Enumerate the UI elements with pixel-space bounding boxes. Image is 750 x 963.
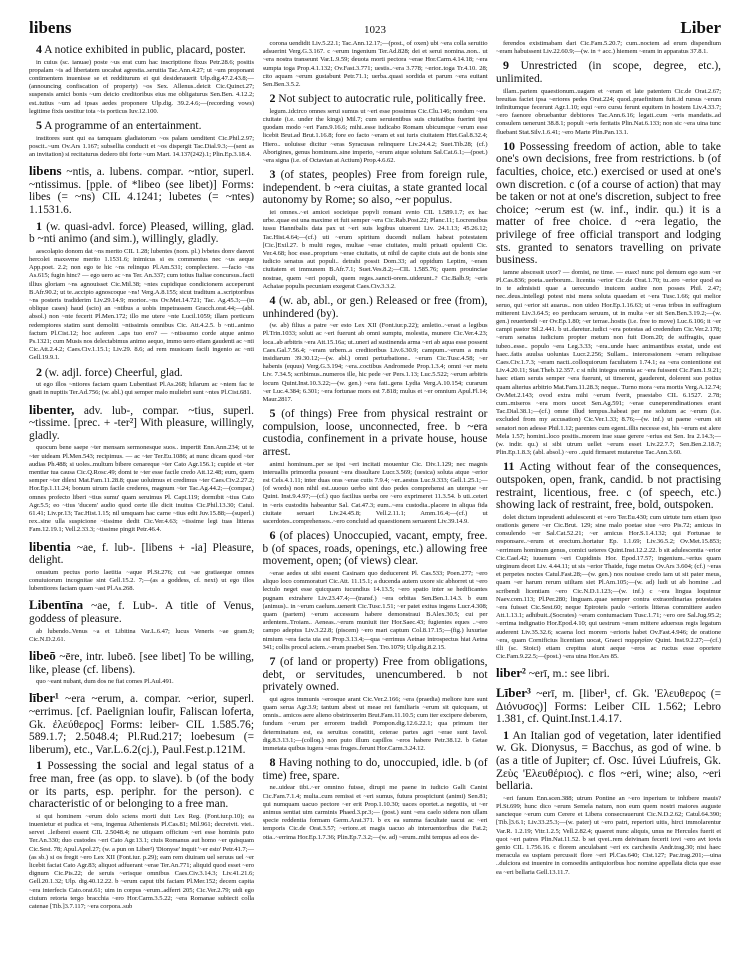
citation-block: ~eri fanum Enn.scen.388; utrum Pontine an ~ero inperium te inhibere mauis? Pl.St.699; hunc dico ~erum Semela natum, non eum quem nostri maiores auguste sancteque ~erum cum Cerere et Libera consecrauerunt Cic.N.D.2.62; Catul.64.390; [Tib.]3.6.1; Liv.33.25.3;—(w. pater) ut ~ero patri, repertori uitis, hirci immolarentur Var.R. 1.2.19; Vitr.1.2.5; Vell.2.82.4; quaeret nunc aliquis, unus ne Hercules fuerit et quot ~eri patres Plin.Nat.11.52. b sei qvei..rem deivinam fecerit iovi ~ero avt iovis genio CIL 1.756.16. c florem anculabant ~eri ex carchesiis Andr.trag.30; nisi haec meracula ea uspiam percussit flore ~eri Pl.Cas.640; Cist.127; Pac.trag.201;—uina ..dulciora est inuenire in comoediis antiquioribus hoc nomine appellata dicta que esse ea ~eri bellaria Gell.13.11.7. [496,794,721,876]
entry-text: adv. lub-, compar. ~tius, superl. ~tissime. [prec. + -ter²] With pleasure, willingly, gladly. [29,404,254,442]
sense-text: An Italian god of vegetation, later identified w. Gk. Dionysus, = Bacchus, as god of wine. b (as a title of Jupiter; cf. Osc. Iúvei Lúufreis, Gk. Ζεὺς 'Ελευθέριος). c flos ~eri, wine; also, ~eri bellaria. [496,729,721,793]
citation-block: (w. ab) filius a patre ~er esto Lex XII (Font.iur.p.22); amletio..~erast a legibus Pl.Trin.1033; soluti ac ~eri fuerunt ab omni sumptu, molestia, munere Cic.Ver.4.23; loca..ab arbitris ~era Att.15.16a; ut..uneri ad sustinenda arma ~eri ab aqua esse possent Caes.Gal.7.56.4; ~eram urbem..a creditoribus Liv.6.30.9; campum..~erum a metu insidiarum 39.30.12;—(w. abl.) omni perturbatione.. ~erum Cic.Tusc.4.58; ~er habenis (equus) Verg.G.3.194; ~era..coctibus Andromede Prop.1.3.4; omni ~er metu Liv. 7.34.5; scribimus..numeros ille, hic pede ~er Pers.1.13; Luc.5.522; ~erum arbitris locum Quint.Inst.10.3.22;—(w. gen.) ~era fati..gens Lydia Verg.A.10.154; curarum ~er Luc.4.384; 6.301; ~era fortunae mors est 7.818; mulus et ~er omnium Apul.Fl.14; Maur.2817. [262,322,488,404]
entry-text: ~erī, m.: see libri. [528,668,610,681]
dictionary-entry [29,401,254,443]
headword: libenter, [29,401,75,417]
dictionary-entry [29,538,254,567]
sense-number: 6 [269,528,276,543]
sense-definition [29,759,254,810]
sense-text: A programme of an entertainment. [44,120,202,133]
dictionary-columns [29,40,721,945]
sense-number: 8 [269,755,276,770]
sense-text: A notice exhibited in public, placard, poster. [44,44,246,56]
sense-definition [263,168,488,207]
guide-word-right: Liber [680,18,721,37]
sense-definition [263,92,488,106]
sense-definition [496,140,721,267]
headword: liber² [496,665,526,681]
headword: Līber³ [496,685,531,701]
sense-number: 1 [36,218,42,233]
sense-number: 5 [36,118,42,133]
citation-block: onustum pectus porto laetitia ~aque Pl.St.276; cui ~ae gratiaeque omnes conuiuiorum incognitae sint Gell.15.2. 7;—(as a goddess, cf. next) ut ego illos lubentiores faciam quam ~ast Pl.As.268. [29,568,254,593]
headword: libens [29,163,62,179]
sense-text: (of states, peoples) Free from foreign rule, independent. b ~era ciuitas, a state granted local autonomy by Rome; so also, ~er populus. [262,169,488,207]
headword: Libentīna [29,597,84,613]
sense-number: 5 [269,406,276,421]
sense-number: 1 [36,758,42,773]
sense-text: (of places) Unoccupied, vacant, empty, free. b (of spaces, roads, openings, etc.) allowing free movement, open; (of views) clear. [262,530,488,568]
citation-block: iei omnes..~ei amicei socieique popvli romani svnto CIL 1.589.1.7; ex hac urbe..quae est una maxime et fuit semper ~era Cic.Rab.Post.22; Planc.11; Locrensibus iussu Hannibalis data pax ut ~eri suis legibus uiuerent Liv. 24.1.13; 45.26.12; Tac.Hist.4.64;—(cf.) uti ~erum spiritum ducendi nullam habeat potestatem [Cic.]Exil.27. b multi reges, multae ~erae ciuitates, multi priuati opulenti Cic. Ver.4.68; hoc esse..proprium ~erae ciuitatis, ut nihil de capite ciuis aut de bonis sine iudicio senatus aut populi.. detrahi possit Dom.33; ad oppidum Leptim, ~eram ciuitatem et immunem B.Afr.7.1; Suet.Ves.8.2;—CIL 1.585.76; quem prouinciae nostrae, quem ~eri populi, quem reges..sancti-orem..uiderunt..? Cic.Balb.9; ~eris Achaiae populis pecuniam exegerat Caes.Civ.3.3.2. [262,209,488,290]
sense-text: (w. quasi-advl. force) Pleased, willing, glad. b ~nti animo (and sim.), willingly, gladly. [29,220,254,246]
sense-text: Having nothing to do, unoccupied, idle. b (of time) free, spare. [262,757,488,782]
sense-definition [496,59,721,85]
sense-number: 3 [269,167,276,182]
sense-text: Acting without fear of the consequences, outspoken, open, frank, candid. b not practising restraint, licentious, free. c (of speech, etc.) showing lack of restraint, free, bold, outspoken. [496,461,721,512]
sense-number: 9 [503,58,509,73]
sense-definition [29,366,254,380]
dictionary-entry [29,650,254,676]
sense-number: 4 [36,42,42,56]
guide-word-left: libens [29,18,72,37]
citation-block: aescolapio donom dat ~ns merito CIL 1.28; lubentes (nom. pl.) lvbetes donv danvnt hercolei maxsvme merito 1.1531.6; inimicus si es commentus nec ~us aeque App.poet. 2.2; non ego te hic ~ns relinquo Pl.Am.531; complectere. —facio ~ns As.615; fugin hinc? — ego uero ac ~ns Ter. An.337; cum totius Italiae concursus..facti illius gloriam ~ns agnouisset Cic.Mil.38; ~ntes cupidique condicionem acceperunt B.Afr.90.2; ut te..accipio agnoscoque ~ns! Verg.A.8.155; sicut traditum a..scriptoribus ~ns posteris tradiderim Liv.29.14.9; morior..~ns Ov.Met.14.721; Tac. Ag.45.3;—(in oblique cases) haud (scio) an ~ntibus a uobis impetrassem Gracch.orat.44;—(abl. absol.) non ~nte fecerit Pl.Men.172; illo me utere ~nte Lucil.1059; illam porticum redemptores statim sunt demoliti ~ntissimis omnibus Cic. Att.4.2.5. b ~nti..animo factum Pl.Cist.12; hoc auferen ..aps tuo ero? — ~ntissumo corde atque animo Ps.1321; cum Musis nos delectabimus animo aequo, immo uero etiam gaudenti ac ~nti Cic.Att.2.4.2; Caes.Civ.1.15.1; Liv.29. 8.6; ad rem musicam facili ingenio ac ~nti Gell.19.9.1. [29,247,254,362]
sense-definition [263,756,488,782]
column-left [29,40,254,945]
sense-number: 10 [503,138,515,153]
dictionary-entry [29,692,254,756]
sense-number: 2 [269,91,276,106]
column-right [496,40,721,945]
sense-text: (of things) Free from physical restraint or compulsion, loose, unconnected, free. b ~era custodia, confinement in a private house, house arrest. [262,408,488,459]
citation-block: illam..partem quaestionum..uagam et ~eram et late patentem Cic.de Orat.2.67; breuitas faciet ipsa ~eriores pedes Orat.224; quod..praefinitum fuit..id rursus ~erum infinitumque fecerunt Agr.1.10; equi ~ero cursu ferunt equitem in hostem Liv.4.33.7; ~ero faenore obruebantur debitores Tac.Ann.6.16; legati..cum ~eris mandatis..ad consulem uenerunt 38.8.1; populi ~eris feritatis Plin.Nat.6.133; non sic ~era uina tunc fluebant Stat.Silv.1.6.41; ~ero Marte Plin.Pan.13.1. [496,87,721,136]
headword: līber¹ [29,690,59,706]
citation-block: institores sunt qui ea tamquam gladiatorum ~os palam uenditent Cic.Phil.2.97; poscit..~um Ov.Ars 1.167; subsellia conducit et ~os dispergit Tac.Dial.9.3;—(sent as an invitation) si recitaturus dedero tibi forte ~um Mart. 14.137(242).1; Plin.Ep.3.18.4. [29,134,254,159]
sense-number: 7 [269,654,276,669]
sense-definition [29,119,254,133]
sense-text: (w. ab, abl., or gen.) Released or free (from), unhindered (by). [262,295,488,320]
sense-definition [263,529,488,568]
sense-text: Possessing freedom of action, able to take one's own decisions, free from restrictions. b (of faculties, choice, etc.) exercised or used at one's own discretion. c (of a course of action) that may be taken or not at one's discretion, subject to free choice; ~erum est (w. inf., indir. qu.) it is a matter of free choice. d ~era legatio, the privilege of free official transport and lodging sts. granted to senators travelling on private business. [496,140,721,267]
citation-block: iamne abscessit uxor? — domist, ne time. — euax! nunc pol demum ego sum ~er Pl.Cas.836; poeta..uerborum.. licentia ~erior Cic.de Orat.1.70; tu..ero ~erior quod ea in te admisisti quae a uerecundo inuicem audire non posses Phil. 2.47; nec..deus..intellegi potest nisi mens soluta quaedam et ~era Tusc.1.66; qui melior seruo, qui ~erior sit auarus.. non uideo Hor.Ep.1.16.63; ut ~eras tribus in suffragium mitterent Liv.3.64.5; eo perducam seruum, ut in multa ~er sit Sen.Ben.3.19.2;—(w. gen.) reuertendi ~er Ov.Ep.1.80; ~er terrae..hostis (i.e. free to move) Luc.6.106; it ~er campi pastor Sil.2.441. b ut..daretur..iudici ~era potestas ad credendum Cic.Ver.2.178; ~erum senatus iudicium propter metum non fuit Dom.20; de suffragiis, quae iubeo..esse.. populo ~era Leg.3.33; ~era..unde haec animantibus exstat, unde est haec..fatis auulsa uoluntas Lucr.2.256; Sullam.. intercessionem ~eram reliquisse Caes.Civ.1.7.3; ~eram nacti..colloquiorum facultatem 1.74.1; ea ~era contentione est Liv.4.20.11; Stat.Theb.12.357. c si nihi integra omnia ac ~era fuissent Cic.Fam.1.9.21; haec etiam seruis semper ~era fuerunt, ut timerent, gauderent, dolerent suo potius quam alterius arbitrio Mat.Fam.11.28.3; neque.. Turno mora ~era mortis Verg.A.12.74; Ov.Met.2.143; ovod extra mihi ~erum fverit, praestabo CIL 6.1527. 2.78; cum..miseros ~era mors uocet Sen.Ag.591; ~erae cuneperendinationes erant Tac.Dial.38.1;—(cf.) omne illud tempus..habeat per me solutum ac ~erum (i.e. excluded from my accusation) Cic.Ver.1.33; 8.76;—(w. inf.) ut paene ~erum sit senatori non adesse Phil.1.12; parentes cum egent..illis necesse est, his ~erum est alere Mela 1.57; homini..loco positis..morem irae suae gerere ~erius est Sen. Ira 2.14.3;—(w. indir. qu.) si sibi utrum uellet ~erum esset Liv.22.7.7; Sen.Ben.2.18.7; Plin.Ep.1.8.3; (abl. absol.) ~ero ..quid firmaret mutaretue Tac.Ann.3.60. [496,268,721,457]
sense-text: (of land or property) Free from obligations, debt, or servitudes, unencumbered. b not privately owned. [262,656,488,694]
headword: libentia [29,538,71,554]
entry-text: ~erī, m. [liber¹, cf. Gk. 'Ελευθερος (= Διόνυσος)] Forms: Leiber CIL 1.562; Lebro 1.381, cf. Quint.Inst.1.4.17. [496,688,721,726]
sense-definition [263,407,488,458]
citation-block: si qui hominem ~erum dolo sciens morti duit Lex Reg. (Font.iur.p.10); ea inuenietur et pudica et ~era, ingenua Atheniensis Pl.Cas.81; Mil.961; decreivit. vtei.. servei ..leiberei essent CIL 2.5048.4; ne utiquam officium ~eri esse hominis puto Ter.An.330; duo custodes ~eri Cato Agr.13.1; ciuis Romanus aut homo ~er quisquam Cic.Sest. 78; Apul.Apol.27; (w. a pun on Liber²) 'Dionyse' inquit '~er esto' Petr.41.7;—(as sb.) si os fregit ~ero Lex XII (Font.iur. p.29); eam rem diuiram uel seruus uel ~er licebit faciat Cato Agr.83; aliquot adfuerant ~erae Ter.An.771; aliquid quod esset ~ero dignum Cic.Pis.22; de seruis ~erisque omnibus Caes.Civ.3.14.3; Liv.41.21.6; Gell.20.1.32; Ulp. dig.40.12.22. b ~erum caput tibi faciam Pl.Mer.152; decem capita ~era interfecis Cato.orat.61; uim in corpus ~erum..adferri 205; Cic.Ver.2.79; uidi ego ciuium retorta tergo bracchia ~ero Hor.Carm.3.5.22; ~era Romanae subiecit colla catenae [Tib.]3.7.117; ~era corpora..sub [29,812,254,910]
citation-block: ab lubendo..Venus ~a et Libitina Var.L.6.47; lucus Veneris ~ae gram.9; Cic.N.D.2.61. [29,627,254,643]
sense-definition [29,43,254,57]
citation-block: dolet dictum inprudenti adulescenti et ~ero Ter.Eu.430; cum uirtute tum etiam ipso orationis genere ~er Cic.Brut. 129; sine malo poetae siue ~ero Pis.72; amicus in consulendo ~er Sal.Cat.52.21; ~er amicus Hor.S.1.4.132; qui Fortunae te responsare..~erum et erectum..hortatur Ep. 1.1.69; Liv.36.5.2; Ov.Met.15.853; ~errimum hominum genus, comici ueteres Quint.Inst.12.2.22. b sit adulescentia ~erior Cic.Cael.42; iuuenum ~eri Cupidinis Hor. Epod.17.57; ingenium..~erius quam uirginum decet Liv. 4.44.11; ut sis ~erior Thaide, fuge metus Ov.Ars 3.604; (cf.) ~eras et perpetes noctes Catul.Fast.28;—(w. gen.) nos nouisse credo iam ut sit pater meus, quam ~er harum rerum uiiltam siet Pl.Am.105;—(w. ad) ludi ut ab homine ..ad scribendi licentiam ~ero Cic.N.D.1.123;—(w. inf.) c ~era lingua loquimur Naev.com.113; Pl.Per.280; linguam..quae semper contra extraordinarias potestates ~era fuisset Cic.Sest.60; neque Epiroteis paulo ~erioris litteras committere audeo Att.1.13.1; adhibuit..(Socrates) ~eram contumaciam Tusc.1.71; ~ero ore Sal.Jug.95.2; ~errima indignatio Hor.Epod.4.10; qui uestrum ~eram mittere aduersus regis legatum auderent Liv.35.32.6; scaena loci morem ~erioris habet Ov.Fast.4.946; de oratione ~era, quam Cornificius licentiam uocat, Graeci παρρησίαν Quint. Inst.9.2.27;—(cf.) illi (sc. Stoici) etiam crepitus aiunt aeque ~eros ac ructus esse oportere Cic.Fam.9.22.5;—(post.) ~era uina Hor.Ars 85. [496,513,721,661]
citation-block: ~erae aedes ut sibi essent Casinam quo deducerent Pl. Cas.533; Poen.277; ~ero aliquo loco commoraturi Cic.Att. 11.15.1; a ducenda autem uxore sic abhorret ut ~ero lectulo neget esse quicquam iucundius 14.13.5; ~ero spatio inter se hedificantes pugnam extrahere Liv.23.47.4;—(transf.) ~era orbitas Sen.Ben.1.14.3. b eum (animus).. in ~erum caelum..uenerit Cic.Tusc.1.51; ~er patet exitus ingens Lucr.4.308; quam (partem) ~erum accessum habere demonstraui B.Alex.30.5; cui per ardentem..Troiam.. Aeneas..~erum muniuit iter Hor.Saec.43; fugientes eques ..~ero campo adeptus Liv.3.22.8; (piscem) ~ero mari captum Col.8.17.15;—(fig.) luxuriae nimium ~era facta uia est Prop.3.13.4;—qua ~errimus Aetnae introspectus hiat Aetna 341; collis procul aciem..~eram praebet Sen. Tro.1079; Ulp.dig.8.2.15. [262,570,488,651]
sense-definition [29,220,254,246]
citation-block: ut ego illos ~ntiores faciam quam Lubentiast Pl.As.268; hilarum ac ~ntem fac te gnati in nuptiis Ter.Ad.756; (w. abl.) qui semper malo muliebri sunt ~ntes Pl.Cist.681. [29,381,254,397]
sense-number: 1 [503,727,509,742]
sense-text: Not subject to autocratic rule, politically free. [278,93,486,106]
citation-block: legum..idcirco omnes serui sumus ut ~eri esse possimus Cic.Clu.146; nondum ~era ciuitate (i.e. under the kings) Mil.7; cum seruientibus suis ciuitatibus fuerint ipsi quodam modo ~eri Fam.9.16.6; mihi..esse iudicabo Romam ubicumque ~erum esse licebit Brut.ad Brut.1.16.8; fore eo facto ~eram et sui iuris ciuitatem Hirt.Gal.8.32.4; Hiero.. uoluisse dicitur ~eras Syracusas relinquere Liv.24.4.2; Suet.Tib.28; (cf.) Aborigines, genus hominum..sine imperio, ~erum atque solutum Sal.Cat.6.1;—(poet.) ~era signa (i.e. of Octavian at Actium) Prop.4.6.62. [262,107,488,165]
sense-text: (w. adjl. force) Cheerful, glad. [44,366,183,379]
citation-block: qui agros immunis ~erosque arant Cic.Ver.2.166; ~era (praedia) meliore iure sunt quam serua Agr.3.9; tantum abest ut meae rei familiaris ~erum sit quicquam, ut omnis.. amicos aere alieno obstrinxerim Brut.Fam.11.10.5; cum iter excipere deberem, fundum ~erum per errorem tradidi Pompon.dig.12.6.22.1; qua primum iter determinatum est, ea seruitus constitit, ceterae partes agri ~erae sunt Iavol. dig.8.3.13.1;—(colloq.) non puto illum capillos ~eros habere Petr.38.12. b Getae immetata quibus iugera ~eras fruges..ferunt Hor.Carm.3.24.12. [262,695,488,753]
entry-text: ~ēre, intr. lubeō. [see libet] To be willing, like, please (cf. libens). [29,651,254,676]
sense-definition [263,294,488,320]
entry-text: ~ae, f. Lub-. A title of Venus, goddess of pleasure. [29,600,254,626]
citation-block: ferendos existimabam dari Cic.Fam.5.20.7; cum..noctem ad erum dispendium ~eram habuissent Liv.22.60.9;—(w. in + acc.) hiemem ~eram in apparatus 37.8.1. [496,40,721,56]
column-middle [263,40,488,945]
entry-text: ~era ~erum, a. compar. ~erior, superl. ~errimus. [cf. Paelignian loufir, Faliscan loferta, Gk. ἐλεύθερος] Forms: leiber- CIL 1.585.76; 589.1.7; 2.5048.4; Pl.Rud.217; loebesum (= liberum), etc., Var.L.6.2(cj.), Paul.Fest.p.121M. [29,693,254,756]
sense-definition [263,655,488,694]
citation-block: quocum bene saepe ~ter mensam sermonesque suos.. impertit Enn.Ann.234; ut te ~ter uideam Pl.Men.543; recipimus. — ac ~ter Ter.Eu.1086; at nunc dicam quod ~ter audias Ph.488; si uoles..multum bibere cenareque ~ter Cato Agr.156.1; cupide et ~ter mentiar tua causa Cic.Q.Rosc.49; domi te ~ter esse facile credo Att.12.48; eum, quem semper ~ter dilexi Mat.Fam.11.28.8; quae uoluimus et credimus ~ter Caes.Civ.2.27.2; Hor.Ep.1.11.24; bonum uirum facile crederes, magnum ~ter Tac.Ag.44.2;—(compar.) omnes profecto liberi ~tius sumu' quam seruimus Pl. Capt.119; dormibit ~tius Cato Agr.5.5; eo ~tius 'ducem' audio quod certe ille dicit inuitus Cic.Phil.13.30; Catul. 61.41; Liv.pr.13; Tac.Hist.1.15; nil umquam hac carne ~tius edit Juv.15.88;—(superl.) rex..sine ulla suspicione ~tissime dedit Cic.Ver.4.63; ~tissime legi tuas litteras Fam.12.19.1; Vell.2.33.3; ~tissime pingit Petr.46.4. [29,444,254,534]
citation-block: animi hominum..per se ipsi ~eri incitati mouentur Cic. Div.1.129; nec magnis interuallis primordia possunt ~era dissultare Lucr.3.569; (uesica) soluta atque ~erior est Cels.4.1.11; inter duas oras ~erae cutis 7.9.4; ~er..aestus Luc.9.333; Gell.1.25.1;—(of words) non nihil est..uuouo uerbo sint duo pedes comprehensi an uterque ~er Quint. Inst.9.4.97;—(cf.) quo facilius uerba ore ~ero exprimeret 11.3.54. b uti..ceteri in ~eris custodiis habeantur Sal. Cat.47.3; eum..~era custodia..placere in aliqua fida ciuitate seruari Liv.24.45.8; Vell.2.11.1; Amm.16.4;—(cf.) ut sacerdotes..comprehensos..~ero concluid ad quaestionem seruarent Liv.39.14.9. [262,460,488,526]
citation-block: quo ~eant nubant, dum dos ne fiat comes Pl.Aul.491. [36,678,174,686]
citation-block: in cuius (sc. ianuae) poste ~us erat cum hac inscriptione fixus Petr.28.6; positis propalam ~is ad libertatem uocabat agrestia..seruitia Tac.Ann.4.27; ut ~um proponant contimentem inuenisse se et redditurum ei qui desiderauerit Ulp.dig.47.2.43.8;—(announcing confiscation of property) ~os Sex. Allenus..deicit Cic.Quinct.27; suspensis amici bonis ~um deicio creditoribus eius me obligaturus Sen.Ben. 4.12.2; est..tutius ~um ad ipsas aedes proponere Ulp.dig. 39.2.4.6;—(recording vows) legitime fixis uestitur tota ~is porticus Iuv.12.100. [29,58,254,115]
sense-number: 2 [36,364,42,379]
headword: libeō [29,648,56,664]
dictionary-entry [29,599,254,625]
sense-text: Possessing the social and legal status of a free man, free (as opp. to slave). b (of the body or its parts, esp. periphr. for the person). c characteristic of or belonging to a free man. [29,760,254,811]
sense-text: Unrestricted (in scope, degree, etc.), unlimited. [496,60,721,85]
sense-definition [496,460,721,511]
dictionary-entry [496,667,721,681]
dictionary-entry [29,165,254,216]
sense-number: 4 [269,293,276,308]
page-number: 1023 [364,24,386,36]
entry-text: ~ntis, a. lubens. compar. ~ntior, superl. ~ntissimus. [pple. of *libeo (see libet)] Forms: libes (= ~ns) CIL 4.1241; lubetes (= ~ntes) 1.1531.6. [29,166,254,216]
dictionary-entry [496,687,721,726]
sense-definition [496,729,721,793]
citation-block: ne..uidear tibi..~er omnino fuisse, dirupi me paene in iudicio Galli Canini Cic.Fam.7.1.4; multa..cum remissi et ~eri sumus, futura prospiciunt (animi) Sen.81; qui numquam uacuo pectore ~er erit Prop.1.10.30; uaces oportet..a negotiis, ut ~er animus sentiat uim carminis Phaed.3.pr.3;— (post.) sunt ~era caelo sidera non ullam specie reddentia formam Germ.Arat.371. b ex ea summa facultate uacui ac ~eri temporis Cic.de Orat.3.57; ~eriore..et magis uacuo ab interuentoribus die Fat.2; otia..~errima Hor.Ep.1.7.36; Plin.Ep.7.3.2;—(w. ad) ~erum..mihi tempus ad eos de- [262,784,488,841]
entry-text: ~ae, f. lub-. [libens + -ia] Pleasure, delight. [29,541,254,567]
sense-number: 11 [503,459,515,474]
citation-block: corona uendidit Liv.5.22.1; Tac.Ann.12.17;—(post., of oxen) ubi ~era colla seruitio adsuerint Verg.G.3.167. c ~erum ingenium Ter.Ad.828; dei et serui nomina..non.. ut ~era nostra transeunt Var.L.9.59; deuota morti pectora ~erae Hor.Carm.4.14.18; ~era sumpta toga Prop.4.1.132; Ov.Fast.3.771; uestis..~era 3.778; ~erior..toga Tr.4.10. 28; cito aquam ~erum gustabunt Petr.71.1; uerba..quasi sordida et parum ~era euitant Sen.Ben.3.5.2. [262,40,488,89]
